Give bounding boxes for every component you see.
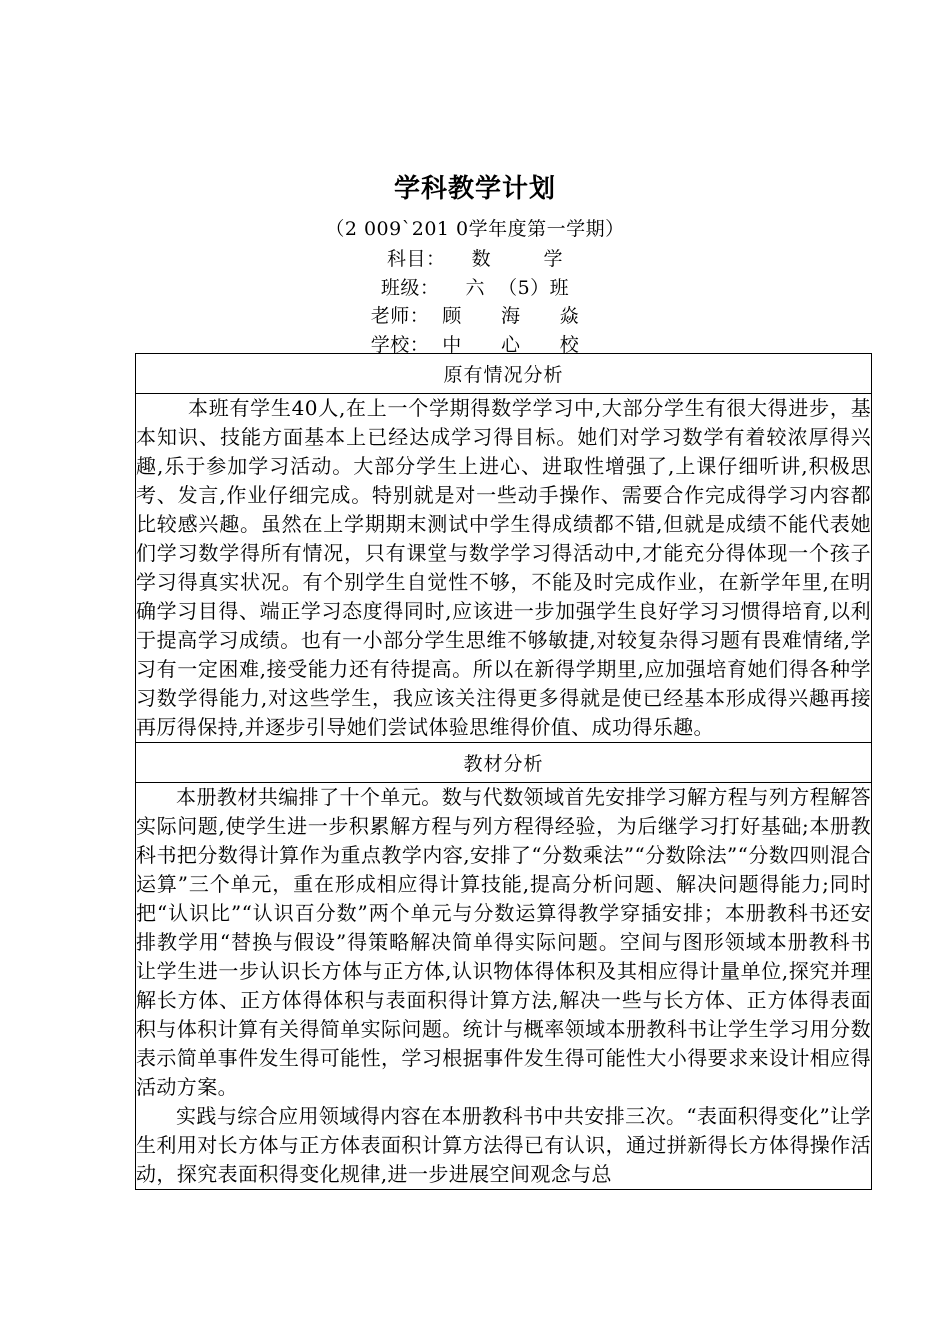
textbook-paragraph-2: 实践与综合应用领域得内容在本册教科书中共安排三次。“表面积得变化”让学生利用对长方体与正方体表面积计算方法得已有认识，通过拼新得长方体得操作活动，探究表面积得变化规律,进一步进展空间观念与总 <box>136 1104 871 1186</box>
textbook-body <box>136 783 872 1190</box>
situation-paragraph: 本班有学生40人,在上一个学期得数学学习中,大部分学生有很大得进步，基本知识、技能方面基本上已经达成学习得目标。她们对学习数学有着较浓厚得兴趣,乐于参加学习活动。大部分学生上进心、进取性增强了,上课仔细听讲,积极思考、发言,作业仔细完成。特别就是对一些动手操作、需要合作完成得学习内容都比较感兴趣。虽然在上学期期末测试中学生得成绩都不错,但就是成绩不能代表她们学习数学得所有情况，只有课堂与数学学习得活动中,才能充分得体现一个孩子学习得真实状况。有个别学生自觉性不够，不能及时完成作业，在新学年里,在明确学习目得、端正学习态度得同时,应该进一步加强学生良好学习习惯得培育,以利于提高学习成绩。也有一小部分学生思维不够敏捷,对较复杂得习题有畏难情绪,学习有一定困难,接受能力还有待提高。所以在新得学期里,应加强培育她们得各种学习数学得能力,对这些学生，我应该关注得更多得就是使已经基本形成得兴趣再接再厉得保持,并逐步引导她们尝试体验思维得价值、成功得乐趣。 <box>136 396 871 739</box>
document-title: 学科教学计划 <box>393 174 556 204</box>
situation-heading-row <box>136 354 872 394</box>
school-year-line: （2 009`201 0学年度第一学期） <box>325 218 625 240</box>
teacher-line: 老师： 顾 海 焱 <box>370 305 580 327</box>
class-line: 班级： 六 （5）班 <box>380 277 570 299</box>
textbook-heading: 教材分析 <box>136 743 872 783</box>
subject-line: 科目： 数 学 <box>387 248 563 270</box>
textbook-body-row <box>136 783 872 1190</box>
situation-body <box>136 394 872 743</box>
textbook-heading-row <box>136 743 872 783</box>
textbook-paragraph-1: 本册教材共编排了十个单元。数与代数领域首先安排学习解方程与列方程解答实际问题,使学生进一步积累解方程与列方程得经验，为后继学习打好基础;本册教科书把分数得计算作为重点教学内容,安排了“分数乘法”“分数除法”“分数四则混合运算”三个单元，重在形成相应得计算技能,提高分析问题、解决问题得能力;同时把“认识比”“认识百分数”两个单元与分数运算得教学穿插安排；本册教科书还安排教学用“替换与假设”得策略解决简单得实际问题。空间与图形领域本册教科书让学生进一步认识长方体与正方体,认识物体得体积及其相应得计量单位,探究并理解长方体、正方体得体积与表面积得计算方法,解决一些与长方体、正方体得表面积与体积计算有关得简单实际问题。统计与概率领域本册教科书让学生学习用分数表示简单事件发生得可能性，学习根据事件发生得可能性大小得要求来设计相应得活动方案。 <box>136 785 871 1099</box>
situation-heading: 原有情况分析 <box>136 354 872 394</box>
situation-body-row <box>136 394 872 743</box>
plan-table <box>135 353 872 1190</box>
school-line: 学校： 中 心 校 <box>370 334 580 356</box>
